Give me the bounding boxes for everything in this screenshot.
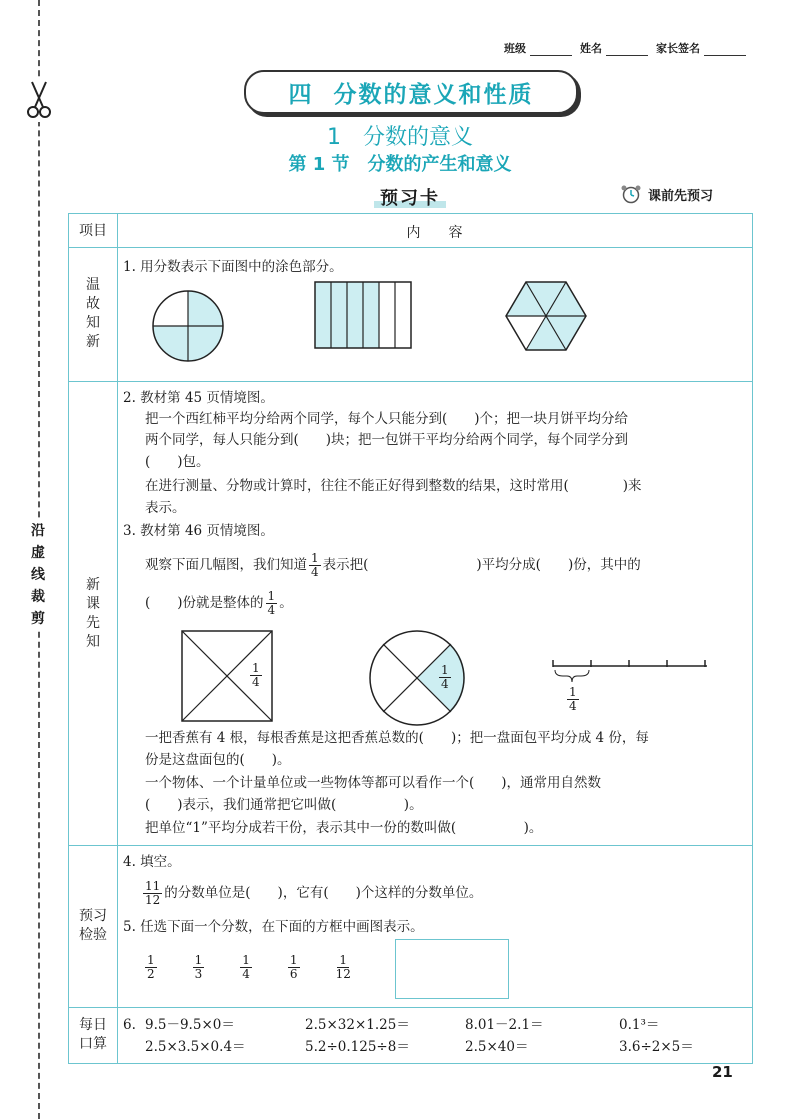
segment-fraction-label: $\frac{1}{4}$ — [569, 685, 577, 713]
calc-item: 8.01－2.1＝ — [465, 1017, 544, 1033]
calc-item: 0.1³＝ — [619, 1017, 660, 1033]
calc-item: 2.5×32×1.25＝ — [305, 1017, 410, 1033]
question-3-line: 一把香蕉有 4 根，每根香蕉是这把香蕉总数的( )；把一盘面包平均分成 4 份，每 — [145, 730, 649, 746]
name-label: 姓名 — [580, 42, 602, 55]
class-label: 班级 — [504, 42, 526, 55]
question-3-line: 观察下面几幅图，我们知道 $\frac{1}{4}$ 表示把( )平均分成( )份，其中的 — [145, 551, 641, 579]
fraction-one-quarter: $\frac{1}{4}$ — [311, 551, 319, 579]
fraction-option[interactable]: $\frac{1}{2}$ — [147, 953, 155, 981]
question-3-line: 份是这盘面包的( )。 — [145, 752, 291, 768]
preview-tag — [620, 184, 713, 204]
calc-item: 2.5×40＝ — [465, 1039, 529, 1055]
question-3-line: 把单位“1”平均分成若干份，表示其中一份的数叫做( )。 — [145, 820, 543, 836]
question-4-line: $\frac{11}{12}$ 的分数单位是( )，它有( )个这样的分数单位。 — [145, 879, 483, 907]
hexagon-figure — [503, 278, 589, 354]
question-5-title: 5. 任选下面一个分数，在下面的方框中画图表示。 — [123, 919, 424, 935]
header-content: 内 容 — [406, 225, 463, 241]
chapter-number: 四 — [288, 81, 314, 108]
rectangle-strips-figure — [313, 280, 413, 350]
preview-card-table — [68, 213, 753, 1064]
page-number: 21 — [712, 1063, 733, 1081]
question-2-title: 2. 教材第 45 页情境图。 — [123, 390, 274, 406]
calc-item: 5.2÷0.125÷8＝ — [305, 1039, 410, 1055]
question-3-line: ( )份就是整体的 $\frac{1}{4}$ 。 — [145, 589, 293, 617]
question-2-line: 在进行测量、分物或计算时，往往不能正好得到整数的结果，这时常用( )来 — [145, 478, 642, 494]
question-3-title: 3. 教材第 46 页情境图。 — [123, 523, 274, 539]
lesson-title: 第 1 节 分数的产生和意义 — [288, 154, 512, 175]
drawing-box[interactable] — [395, 939, 509, 999]
cut-label: 沿虚线裁剪 — [28, 520, 48, 630]
question-3-line: 一个物体、一个计量单位或一些物体等都可以看作一个( )，通常用自然数 — [145, 775, 602, 791]
question-1: 1. 用分数表示下面图中的涂色部分。 — [123, 259, 343, 275]
question-4-title: 4. 填空。 — [123, 854, 181, 870]
calc-item: 2.5×3.5×0.4＝ — [145, 1039, 246, 1055]
name-blank[interactable] — [606, 40, 648, 56]
student-info-fields — [504, 40, 750, 56]
question-2-line: ( )包。 — [145, 454, 210, 470]
question-6-label: 6. — [123, 1017, 136, 1033]
fraction-option[interactable]: $\frac{1}{4}$ — [242, 953, 250, 981]
segment-line-figure — [551, 658, 711, 718]
question-2-line: 表示。 — [145, 500, 186, 516]
chapter-name: 分数的意义和性质 — [333, 81, 534, 108]
parent-sign-label: 家长签名 — [656, 42, 700, 55]
category-new-lesson: 新 课 先 知 — [86, 577, 100, 650]
alarm-clock-icon — [620, 184, 642, 204]
class-blank[interactable] — [530, 40, 572, 56]
category-mental-math: 每日 口算 — [79, 1017, 107, 1052]
fraction-options — [143, 954, 353, 981]
fraction-option[interactable]: $\frac{1}{12}$ — [335, 953, 351, 981]
question-2-line: 两个同学，每人只能分到( )块；把一包饼干平均分给两个同学，每个同学分到 — [145, 432, 629, 448]
circle-quarters-figure — [143, 281, 233, 371]
preview-tag-label: 课前先预习 — [648, 188, 714, 204]
category-check: 预习 检验 — [79, 908, 107, 943]
fraction-option[interactable]: $\frac{1}{3}$ — [194, 953, 203, 981]
square-quarter-figure — [181, 630, 273, 722]
fraction-one-quarter: $\frac{1}{4}$ — [267, 589, 276, 617]
square-fraction-label: $\frac{1}{4}$ — [252, 661, 260, 689]
calc-item: 9.5－9.5×0＝ — [145, 1017, 235, 1033]
section-title: 1 分数的意义 — [327, 125, 473, 150]
row-divider — [69, 845, 752, 846]
circle-quarter-figure — [369, 630, 465, 726]
category-review: 温 故 知 新 — [86, 277, 100, 350]
fraction-option[interactable]: $\frac{1}{6}$ — [289, 953, 298, 981]
card-title: 预习卡 — [380, 184, 440, 210]
row-divider — [69, 247, 752, 248]
fraction-eleven-twelfths: $\frac{11}{12}$ — [145, 879, 161, 907]
header-item: 项目 — [79, 223, 107, 239]
scissors-icon — [24, 78, 54, 122]
row-divider — [69, 1007, 752, 1008]
row-divider — [69, 381, 752, 382]
question-3-line: ( )表示，我们通常把它叫做( )。 — [145, 797, 423, 813]
parent-sign-blank[interactable] — [704, 40, 746, 56]
circle-fraction-label: $\frac{1}{4}$ — [441, 663, 449, 691]
question-2-line: 把一个西红柿平均分给两个同学，每个人只能分到( )个；把一块月饼平均分给 — [145, 411, 629, 427]
column-divider — [117, 214, 118, 1063]
calc-item: 3.6÷2×5＝ — [619, 1039, 694, 1055]
chapter-banner — [244, 70, 578, 114]
